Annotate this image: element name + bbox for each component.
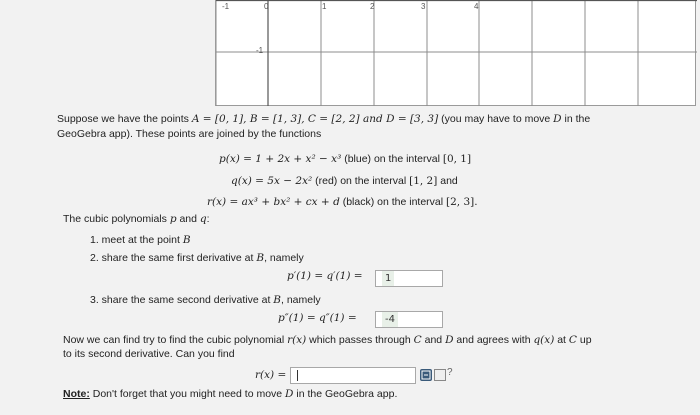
task-line-1: Now we can find try to find the cubic polynomial r(x) which passes through C and D and agrees with q(x) at C up [63,334,592,346]
function-p: p(x) = 1 + 2x + x² − x³ (blue) on the interval [0, 1] [219,153,472,165]
second-derivative-equation: p″(1) = q″(1) = [278,312,357,324]
task-line-2: to its second derivative. Can you find [63,348,235,360]
graph-grid [216,0,697,106]
first-derivative-equation: p′(1) = q′(1) = [287,270,363,282]
y-tick-label: -1 [256,46,264,55]
geogebra-graph[interactable] [215,0,696,106]
intro-line-2: GeoGebra app). These points are joined by the functions [57,128,322,140]
x-tick-label: 0 [264,2,269,11]
help-question-icon[interactable]: ? [447,367,453,378]
help-preview-icon[interactable] [434,369,446,381]
condition-1: 1. meet at the point B [90,234,191,246]
second-derivative-answer-input[interactable]: -4 [375,311,443,328]
r-equation: r(x) = [255,369,287,381]
intro-line-1: Suppose we have the points A = [0, 1], B = [1, 3], C = [2, 2] and D = [3, 3] (you may have to move D in the [57,113,591,125]
first-derivative-answer-input[interactable]: 1 [375,270,443,287]
condition-3: 3. share the same second derivative at B, namely [90,294,321,306]
x-tick-label: -1 [222,2,230,11]
points-math: A = [0, 1], B = [1, 3], C = [2, 2] and D = [3, 3] [191,113,439,125]
r-answer-input[interactable] [290,367,416,384]
x-tick-label: 3 [421,2,426,11]
function-q: q(x) = 5x − 2x² (red) on the interval [1, 2] and [231,175,458,187]
text-cursor [297,370,298,381]
cubic-intro: The cubic polynomials p and q: [63,213,210,225]
condition-2: 2. share the same first derivative at B, namely [90,252,304,264]
x-tick-label: 1 [322,2,327,11]
x-tick-label: 2 [370,2,375,11]
note: Note: Don't forget that you might need to move D in the GeoGebra app. [63,388,398,400]
x-tick-label: 4 [474,2,479,11]
function-r: r(x) = ax³ + bx² + cx + d (black) on the interval [2, 3]. [207,196,478,208]
equation-editor-icon[interactable] [420,369,432,381]
